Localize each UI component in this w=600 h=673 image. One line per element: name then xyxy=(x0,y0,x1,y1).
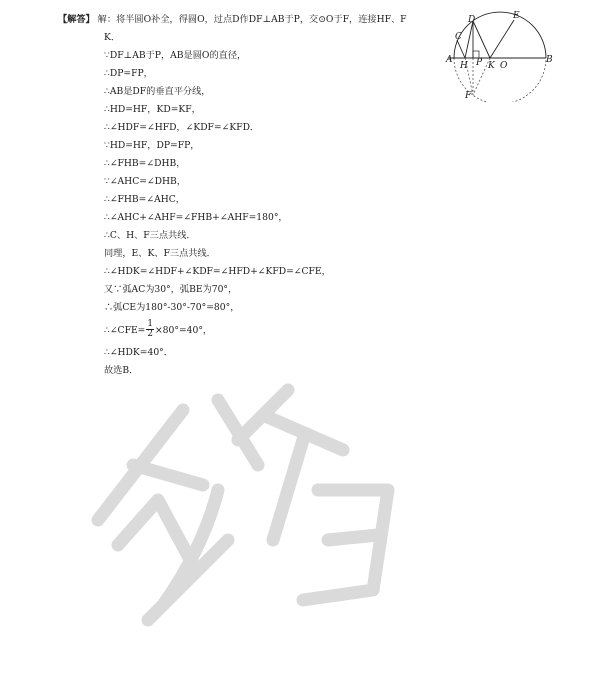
right-angle-mark xyxy=(473,51,479,58)
watermark-logo xyxy=(88,370,408,630)
solution-line-7: ∵HD=HF，DP=FP， xyxy=(104,140,200,151)
solution-line-6: ∴∠HDF=∠HFD，∠KDF=∠KFD． xyxy=(104,122,260,133)
cfe-suffix: ×80°=40°， xyxy=(154,325,213,336)
solution-line-2: ∵DF⊥AB于P，AB是圆O的直径， xyxy=(104,50,247,61)
solution-tag: 【解答】 xyxy=(58,14,95,25)
solution-line-15: 又∵弧AC为30°，弧BE为70°， xyxy=(104,284,238,295)
fraction-one-half xyxy=(146,320,154,339)
label-f: F xyxy=(465,91,472,101)
solution-line-0: 将半圆O补全，得圆O，过点D作DF⊥AB于P，交⊙O于F，连接HF、F xyxy=(116,14,407,25)
label-p: P xyxy=(476,58,483,68)
solution-intro-prefix: 解： xyxy=(97,14,117,25)
solution-line-11: ∴∠AHC+∠AHF=∠FHB+∠AHF=180°， xyxy=(104,212,288,223)
label-d: D xyxy=(468,15,476,25)
solution-line-3: ∴DP=FP， xyxy=(104,68,153,79)
label-e: E xyxy=(513,11,520,21)
solution-line-9: ∵∠AHC=∠DHB， xyxy=(104,176,186,187)
solution-line-13: 同理，E、K、F三点共线． xyxy=(104,248,216,259)
segment-ke xyxy=(490,20,514,58)
solution-line-14: ∴∠HDK=∠HDF+∠KDF=∠HFD+∠KFD=∠CFE， xyxy=(104,266,331,277)
cfe-prefix: ∴∠CFE= xyxy=(104,325,146,336)
fraction-denominator: 2 xyxy=(147,329,153,339)
label-k: K xyxy=(488,61,495,71)
solution-final-line-1: 故选B． xyxy=(104,365,139,376)
geometry-figure xyxy=(440,6,555,102)
fraction-numerator: 1 xyxy=(147,319,153,329)
solution-line-12: ∴C、H、F三点共线． xyxy=(104,230,196,241)
segment-ch xyxy=(457,40,465,58)
cfe-formula-line xyxy=(104,319,212,343)
label-h: H xyxy=(460,61,468,71)
solution-first-line xyxy=(58,13,407,26)
label-a: A xyxy=(446,55,453,65)
solution-line-4: ∴AB是DF的垂直平分线， xyxy=(104,86,211,97)
solution-final-line-0: ∴∠HDK=40°． xyxy=(104,347,173,358)
label-c: C xyxy=(455,32,462,42)
segment-dk xyxy=(473,21,490,58)
solution-line-8: ∴∠FHB=∠DHB， xyxy=(104,158,186,169)
solution-line-10: ∴∠FHB=∠AHC， xyxy=(104,194,185,205)
label-b: B xyxy=(546,55,553,65)
solution-line-16: ∴弧CE为180°-30°-70°=80°， xyxy=(104,302,240,313)
solution-line-1: K． xyxy=(104,32,121,43)
solution-line-5: ∴HD=HF，KD=KF， xyxy=(104,104,201,115)
label-o: O xyxy=(500,61,508,71)
